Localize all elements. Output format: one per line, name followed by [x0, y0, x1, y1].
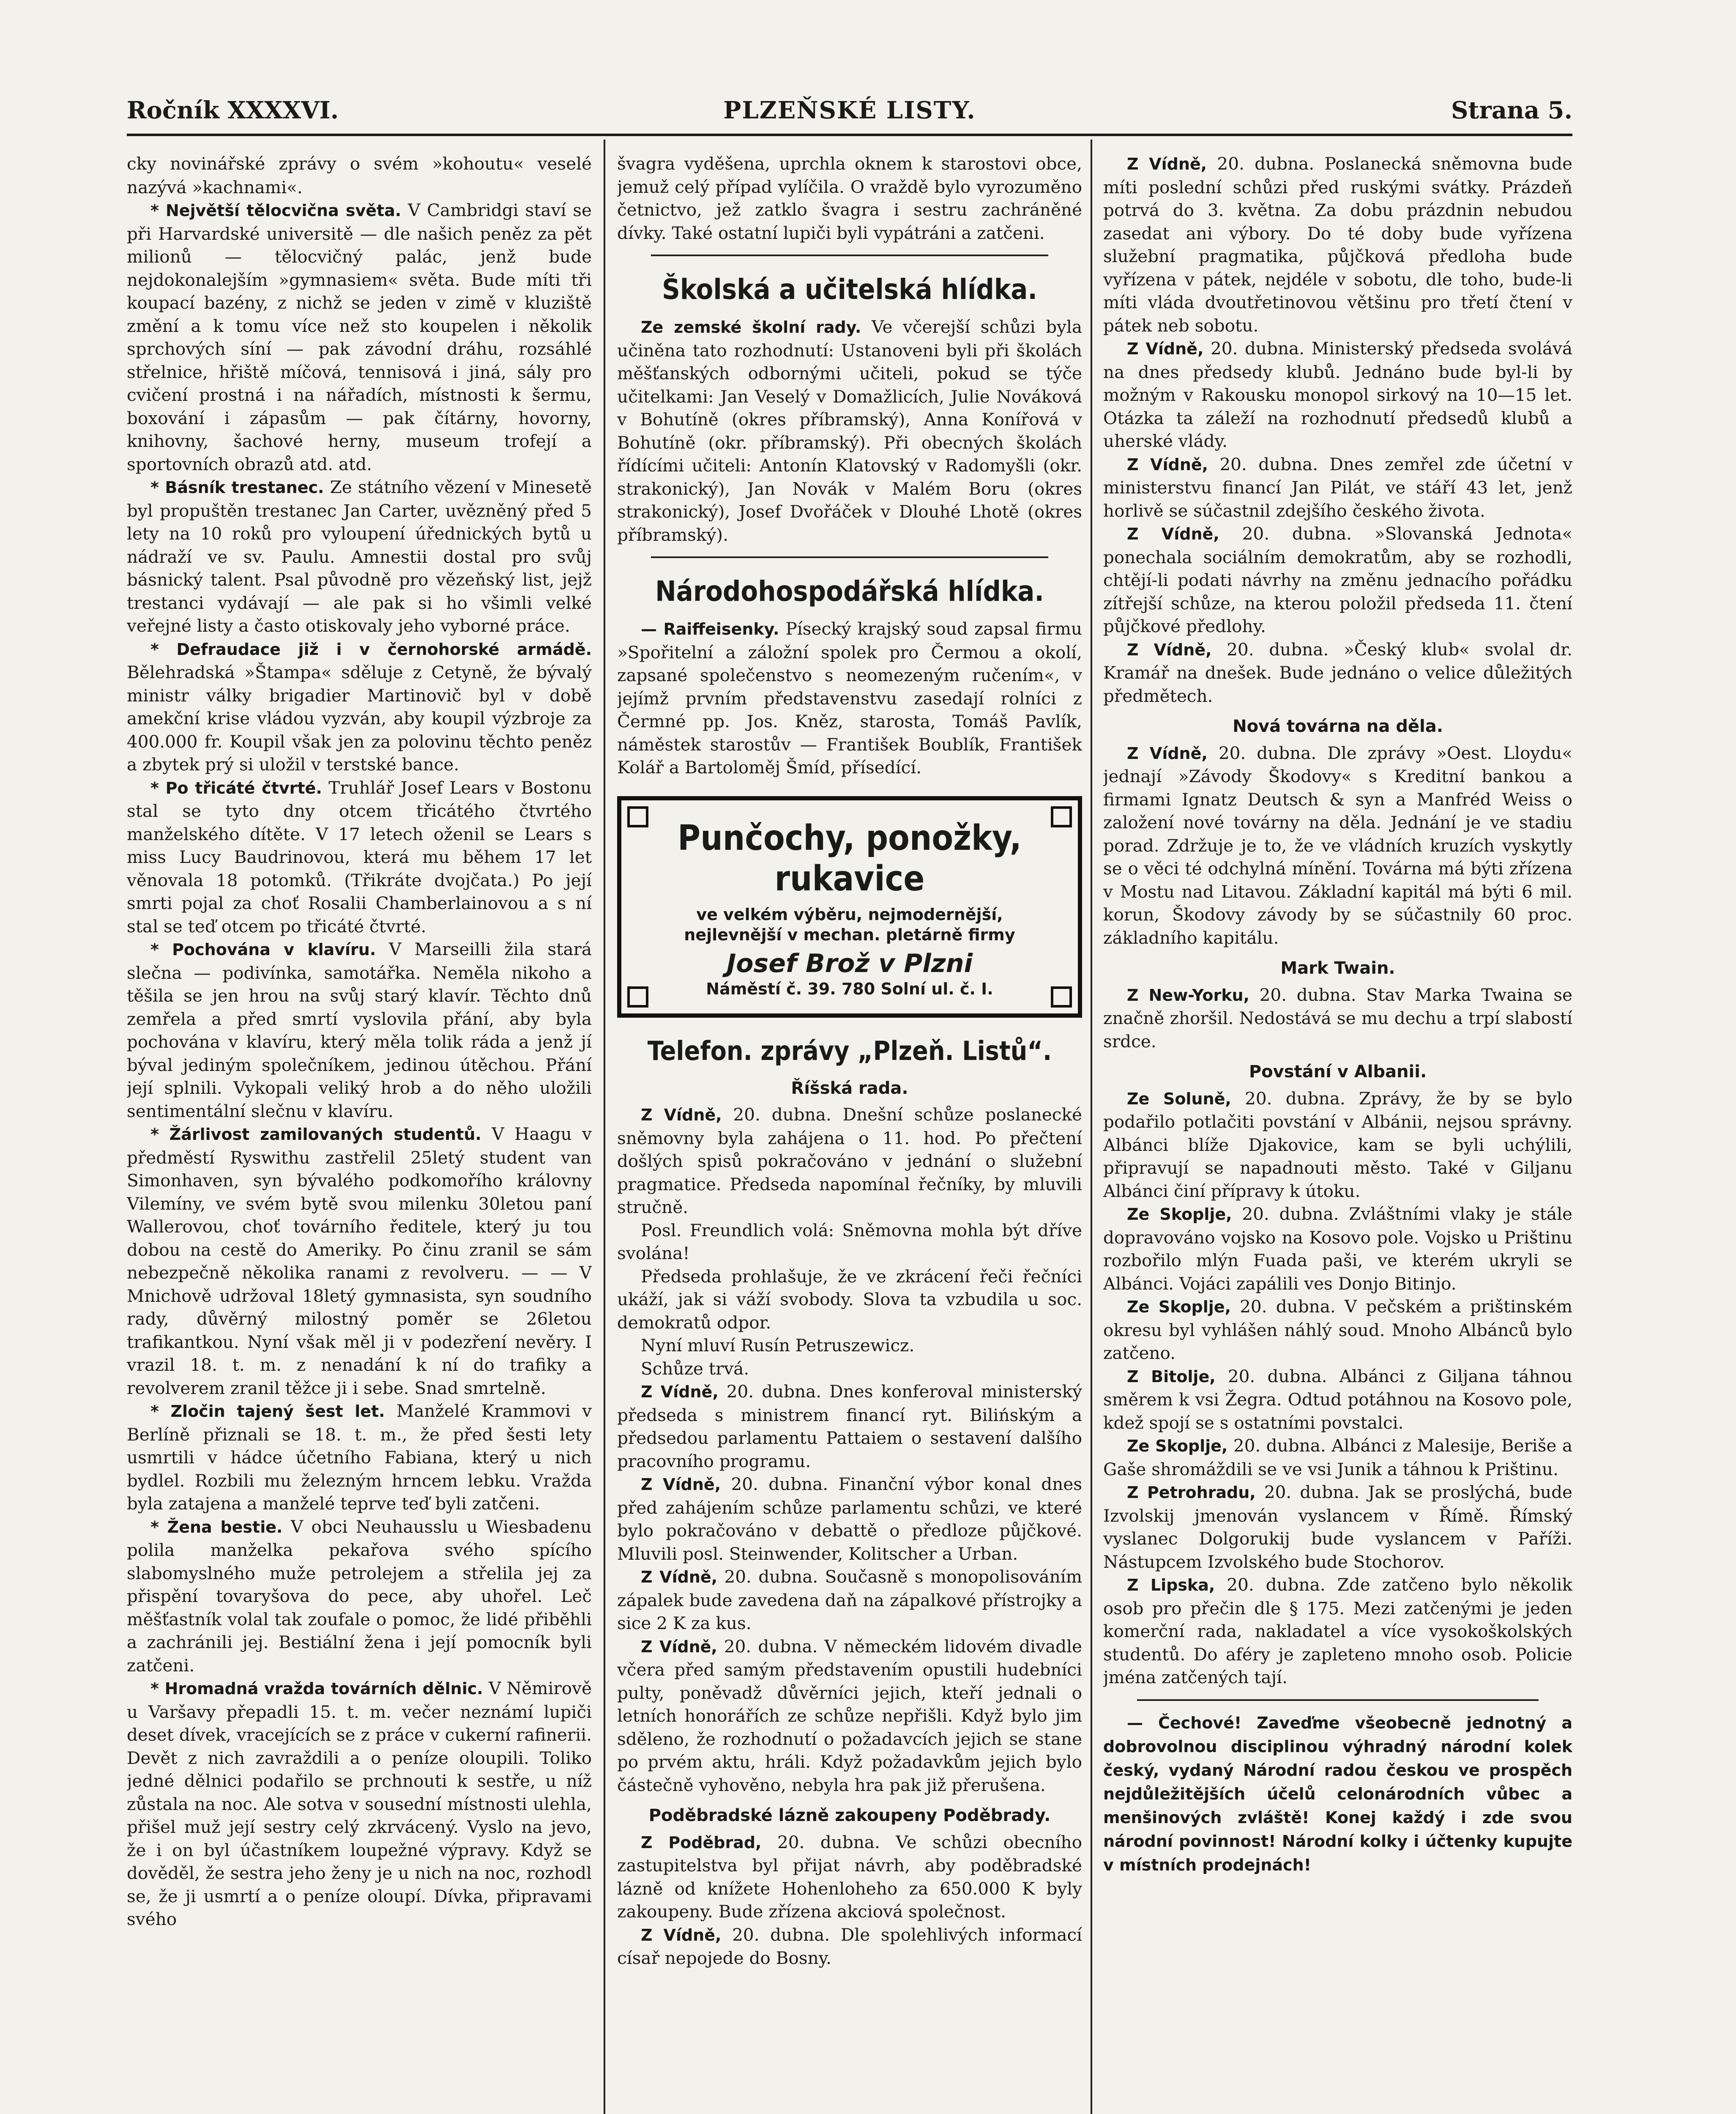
column-divider — [604, 140, 605, 2114]
page-header — [127, 96, 1572, 126]
subsection-title: Povstání v Albanii. — [1249, 1062, 1427, 1082]
ad-headline: rukavice — [774, 858, 925, 899]
column-1 — [127, 152, 592, 2114]
article-headline: * Žárlivost zamilovaných studentů. — [150, 1125, 481, 1144]
column-divider — [1091, 140, 1092, 2114]
section-rule — [1137, 1699, 1539, 1701]
telegram: Z Vídně, 20. dubna. Dnešní schůze poslanecké sněmovny byla zahájena o 11. hod. Po přečtení došlých spisů pokračováno v jednání o služební pragmatice. Předseda napomínal řečníky, by mluvili stručně. — [617, 1104, 1082, 1217]
header-rule — [127, 134, 1572, 136]
column-3 — [1103, 152, 1572, 2114]
telegram: Schůze trvá. — [641, 1358, 749, 1379]
article: * Zločin tajený šest let. Manželé Krammovi v Berlíně přiznali se 18. t. m., že před šesti lety usmrtili v hádce účetního Fabiana, který u nich bydlel. Rozbili mu železným hrncem lebku. Vražda byla zatajena a manželé teprve teď byli zatčeni. — [127, 1401, 592, 1514]
advertisement — [617, 796, 1082, 1018]
subsection-title: Říšská rada. — [791, 1078, 908, 1098]
telegram: Z Bitolje, 20. dubna. Albánci z Giljana táhnou směrem k vsi Žegra. Odtud potáhnou na Kosovo pole, kdež spojí se s ostatními povstalci. — [1103, 1366, 1572, 1433]
subsection-title: Nová továrna na děla. — [1233, 717, 1443, 736]
telegram: Z Vídně, 20. dubna. Současně s monopolisováním zápalek bude zavedena daň na zápalkové přístrojky a sice 2 K za kus. — [617, 1566, 1082, 1633]
telegram: Ze Skoplje, 20. dubna. Zvláštními vlaky je stále dopravováno vojsko na Kosovo pole. Vojsko u Prištinu rozbořilo mlýn Fuada paši, ve kterém ukryli se Albánci. Vojáci zapálili ves Donjo Bitinjo. — [1103, 1204, 1572, 1294]
telegram: Z Vídně, 20. dubna. Finanční výbor konal dnes před zahájením schůze parlamentu schůzi, ve které bylo pokračováno v debattě o předloze půjčkové. Mluvili posl. Steinwender, Kolitscher a Urban. — [617, 1474, 1082, 1564]
section-title: Školská a učitelská hlídka. — [662, 273, 1037, 306]
article: * Defraudace již i v černohorské armádě. Bělehradská »Štampa« sděluje z Cetyně, že bývalý ministr války brigadier Martinovič byl v době amekční krise vládou vyzván, aby koupil výzbroje za 400.000 fr. Koupil však jen za polovinu těchto peněz a zbytek prý si uložil v terstské bance. — [127, 640, 592, 775]
article-headline: * Po třicáté čtvrté. — [150, 778, 322, 797]
article: — Raiffeisenky. Písecký krajský soud zapsal firmu »Spořitelní a záložní spolek pro Čermou a okolí, zapsané společenstvo s neomezeným ručením«, v jejímž prvním představenstvu zasedají rolníci z Čermné pp. Jos. Kněz, starosta, Tomáš Pavlík, náměstek starostův — František Boublík, František Kolář a Bartoloměj Šmíd, přísedící. — [617, 619, 1082, 778]
section-title: Telefon. zprávy „Plzeň. Listů“. — [647, 1035, 1052, 1066]
volume-label: Ročník XXXXVI. — [127, 96, 339, 124]
ad-corner-ornament — [627, 986, 648, 1008]
article: * Největší tělocvična světa. V Cambridgi staví se při Harvardské universitě — dle našich peněz za pět milionů — tělocvičný palác, jenž bude nejdokonalejším »gymnasiem« světa. Bude míti tři koupací bazény, z nichž se jeden v zimě v kluziště změní a k tomu více než sto koupelen i několik sprchových síní — pak závodní dráhu, rozsáhlé střelnice, hřiště míčová, tennisová i jiná, sály pro cvičení prostná i na nářadích, místnosti k šermu, boxování i zápasům — pak čítárny, hovorny, knihovny, šachové herny, museum trofejí a sportovních obrazů atd. atd. — [127, 200, 592, 474]
article-headline: * Defraudace již i v černohorské armádě. — [150, 640, 592, 659]
article-headline: * Největší tělocvična světa. — [150, 201, 402, 220]
telegram: Z Vídně, 20. dubna. V německém lidovém divadle včera před samým představením opustili hudebníci pulty, poněvadž důvěrníci jejich, kteří jednali o letních honorářích ze schůze nepřišli. Když bylo jim sděleno, že rozhodnutí o požadavcích jejich se stane po prvém aktu, hráli. Když požadavkům jejich bylo částečně vyhověno, nebyla hra pak již přerušena. — [617, 1636, 1082, 1795]
newspaper-title: PLZEŇSKÉ LISTY. — [723, 96, 976, 124]
telegram: Ze Skoplje, 20. dubna. Albánci z Malesije, Beriše a Gaše shromáždili se ve vsi Junik a táhnou k Prištinu. — [1103, 1435, 1572, 1479]
national-appeal: — Čechové! Zaveďme všeobecně jednotný a dobrovolnou disciplinou výhradný národní kolek český, vydaný Národní radou českou ve prospěch nejdůležitějších účelů celonárodních vůbec a menšinových zvláště! Konej každý i zde svou národní povinnost! Národní kolky i účtenky kupujte v místních prodejnách! — [1103, 1713, 1572, 1874]
telegram: Předseda prohlašuje, že ve zkrácení řeči řečníci ukáží, jak si váží svobody. Slova ta vzbudila u soc. demokratů odpor. — [617, 1266, 1082, 1333]
subsection-title: Mark Twain. — [1280, 958, 1395, 978]
telegram: Z Vídně, 20. dubna. »Český klub« svolal dr. Kramář na dnešek. Bude jednáno o velice důležitých předmětech. — [1103, 639, 1572, 706]
telegram: Posl. Freundlich volá: Sněmovna mohla být dříve svolána! — [617, 1220, 1082, 1263]
column-2 — [617, 152, 1082, 2114]
article-headline: * Zločin tajený šest let. — [150, 1402, 385, 1421]
page-number: Strana 5. — [1451, 96, 1572, 124]
article: * Básník trestanec. Ze státního vězení v Minesetě byl propuštěn trestanec Jan Carter, uvězněný před 5 lety na 10 roků pro vyloupení úřednických bytů u nádraží ve sv. Paulu. Amnestii dostal pro svůj básnický talent. Psal původně pro vězeňský list, jejž trestanci vydávají — ale pak si ho všimli velké veřejné listy a často otiskovaly jeho vyborné práce. — [127, 477, 592, 636]
article: Ze zemské školní rady. Ve včerejší schůzi byla učiněna tato rozhodnutí: Ustanoveni byli při školách měšťanských odbornými učiteli, pokud se týče učitelkami: Jan Veselý v Domažlicích, Julie Nováková v Bohutíně (okres příbramský), Anna Konířová v Bohutíně (okr. příbramský). Při obecných školách řídícími učiteli: Antonín Klatovský v Radomyšli (okr. strakonický), Jan Novák v Malém Boru (okres strakonický), Josef Dvořáček v Dlouhé Lhotě (okres příbramský). — [617, 317, 1082, 545]
article: * Po třicáté čtvrté. Truhlář Josef Lears v Bostonu stal se tyto dny otcem třicátého čtvrtého manželského dítěte. V 17 letech oženil se Lears s miss Lucy Baudrinovou, která mu během 17 let věnovala 18 potomků. (Třikráte dvojčata.) Po její smrti pojal za choť Rosalii Chamberlainovou a s ní stal se teď otcem po třicáté čtvrté. — [127, 777, 592, 937]
article-headline: * Pochována v klavíru. — [150, 940, 376, 959]
subsection-title: Poděbradské lázně zakoupeny Poděbrady. — [648, 1806, 1051, 1825]
ad-company: Josef Brož v Plzni — [726, 948, 973, 978]
section-rule — [651, 255, 1048, 256]
telegram: Z Poděbrad, 20. dubna. Ve schůzi obecního zastupitelstva byl přijat návrh, aby poděbradské lázně od knížete Hohenloheho za 650.000 K byly zakoupeny. Bude zřízena akciová společnost. — [617, 1832, 1082, 1922]
ad-address: Náměstí č. 39. 780 Solní ul. č. I. — [706, 979, 993, 998]
article: * Žárlivost zamilovaných studentů. V Haagu v předměstí Ryswithu zastřelil 25letý student van Simonhaven, syn bývalého podkomořího královny Vilemíny, ve svém bytě svou milenku 30letou paní Wallerovou, choť továrního ředitele, který ju tou dobou na cestě do Ameriky. Po činu zranil se sám nebezpečně několika ranami z revolveru. — — V Mnichově udržoval 18letý gymnasista, syn soudního rady, důvěrný milostný poměr se 26letou trafikantkou. Nyní však měl ji v podezření nevěry. I vrazil 18. t. m. z nenadání k ní do trafiky a revolverem zranil těžce ji i sebe. Snad smrtelně. — [127, 1124, 592, 1398]
telegram: Z Vídně, 20. dubna. »Slovanská Jednota« ponechala sociálním demokratům, aby se rozhodli, chtějí-li podati návrhy na změnu jednacího pořádku zítřejší schůze, na kterou položil předseda 11. čtení půjčkové předlohy. — [1103, 523, 1572, 636]
ad-corner-ornament — [1051, 806, 1072, 827]
ad-description: ve velkém výběru, nejmodernější, nejlevnější v mechan. pletárně firmy — [684, 905, 1015, 944]
section-rule — [651, 556, 1048, 558]
telegram: Z Vídně, 20. dubna. Poslanecká sněmovna bude míti poslední schůzi před ruskými svátky. Prázdeň potrvá do 3. května. Za dobu prázdnin nebudou zasedat ani výbory. Do té doby bude vyřízena služební pragmatika, půjčková předloha bude vyřízena v pátek, nejdéle v sobotu, dle toho, bude-li míti vláda dvoutřetinovou většinu pro třetí čtení v pátek neb sobotu. — [1103, 153, 1572, 336]
ad-headline: Punčochy, ponožky, — [678, 818, 1022, 858]
telegram: Z Petrohradu, 20. dubna. Jak se proslýchá, bude Izvolskij jmenován vyslancem v Římě. Římský vyslanec Dolgorukij bude vyslancem v Paříži. Nástupcem Izvolského bude Stochorov. — [1103, 1482, 1572, 1572]
telegram: Z Vídně, 20. dubna. Dnes zemřel zde účetní v ministerstvu financí Jan Pilát, ve stáří 43 let, jenž horlivě se súčastnil zdejšího českého života. — [1103, 454, 1572, 521]
telegram: Z Vídně, 20. dubna. Ministerský předseda svolává na dnes předsedy klubů. Jednáno bude byl-li by možným v Rakousku monopol sirkový na 10—15 let. Otázka ta záleží na rozhodnutí předsedů klubů a uherské vlády. — [1103, 338, 1572, 451]
article-headline: * Básník trestanec. — [150, 478, 324, 497]
article-headline: * Hromadná vražda továrních dělnic. — [150, 1679, 483, 1698]
ad-corner-ornament — [1051, 986, 1072, 1008]
telegram: Z Lipska, 20. dubna. Zde zatčeno bylo několik osob pro přečin dle § 175. Mezi zatčenými je jeden komerční rada, nakladatel a více vysokoškolských studentů. Do aféry je zapleteno mnoho osob. Policie jména zatčených tají. — [1103, 1575, 1572, 1687]
article: cky novinářské zprávy o svém »kohoutu« veselé nazývá »kachnami«. — [127, 153, 592, 197]
telegram: Nyní mluví Rusín Petruszewicz. — [641, 1335, 915, 1355]
article: * Žena bestie. V obci Neuhausslu u Wiesbadenu polila manželka pekařova svého spícího slabomyslného muže petrolejem a střelila jej za přispění tovaryšova do pece, aby uhořel. Leč měšťastník volal tak zoufale o pomoc, že lidé přiběhli a zachránili jej. Bestiální žena i její pomocník byli zatčeni. — [127, 1516, 592, 1676]
article: * Pochována v klavíru. V Marseilli žila stará slečna — podivínka, samotářka. Neměla nikoho a těšila se jen hrou na svůj starý klavír. Těchto dnů zemřela a před smrtí vyslovila přání, aby byla pochována v klavíru, který měla tolik ráda a jenž jí býval jediným společníkem, jedinou útěchou. Přání její splnili. Vykopali veliký hrob a do něho uložili sentimentální slečnu v klavíru. — [127, 939, 592, 1121]
telegram: Ze Skoplje, 20. dubna. V pečském a prištinském okresu byl vyhlášen náhlý soud. Mnoho Albánců bylo zatčeno. — [1103, 1296, 1572, 1363]
telegram: Z Vídně, 20. dubna. Dnes konferoval ministerský předseda s ministrem financí ryt. Bilińským a předsedou parlamentu Pattaiem o sestavení dalšího pracovního programu. — [617, 1381, 1082, 1471]
telegram: Z Vídně, 20. dubna. Dle zprávy »Oest. Lloydu« jednají »Závody Škodovy« s Kreditní bankou a firmami Ignatz Deutsch & syn a Manfréd Weiss o založení nové továrny na děla. Jednání je ve stadiu porad. Zdržuje je to, že ve vládních kruzích vyskytly se o věci té odchylná mínění. Továrna má býti zřízena v Mostu nad Litavou. Základní kapitál má býti 6 mil. korun, Škodovy závody by se súčastnily 60 proc. základního kapitálu. — [1103, 742, 1572, 948]
telegram: Ze Soluně, 20. dubna. Zprávy, že by se bylo podařilo potlačiti povstání v Albánii, nejsou správny. Albánci blíže Djakovice, kam se byli uchýlili, připravují se napadnouti město. Také v Giljanu Albánci činí přípravy k útoku. — [1103, 1088, 1572, 1201]
article-headline: Ze zemské školní rady. — [641, 318, 861, 337]
article-continuation: švagra vyděšena, uprchla oknem k starostovi obce, jemuž celý případ vylíčila. O vraždě bylo vyrozuměno četnictvo, jež zatklo švagra i sestru zachráněné dívky. Také ostatní lupiči byli vypátráni a zatčeni. — [617, 153, 1082, 243]
ad-corner-ornament — [627, 806, 648, 827]
telegram: Z Vídně, 20. dubna. Dle spolehlivých informací císař nepojede do Bosny. — [617, 1924, 1082, 1968]
telegram: Z New-Yorku, 20. dubna. Stav Marka Twaina se značně zhoršil. Nedostává se mu dechu a trpí slabostí srdce. — [1103, 984, 1572, 1052]
section-title: Národohospodářská hlídka. — [655, 575, 1044, 608]
article-headline: — Raiffeisenky. — [641, 620, 779, 638]
article-headline: * Žena bestie. — [150, 1517, 283, 1536]
article: * Hromadná vražda továrních dělnic. V Němirově u Varšavy přepadli 15. t. m. večer neznámí lupiči deset dívek, vracejících se z práce v cukerní rafinerii. Devět z nich zavraždili a o peníze oloupili. Toliko jedné dělnici podařilo se prchnouti k sestře, u níž zůstala na noc. Ale sotva v sousední místnosti ulehla, přišel muž její sestry celý zkrvácený. Vyslo na jevo, že i on byl účastníkem loupežné výpravy. Když se dověděl, že sestra jeho ženy je u nich na noc, rozhodl se, že ji usmrtí a o peníze oloupí. Dívka, připravami svého — [127, 1678, 592, 1929]
